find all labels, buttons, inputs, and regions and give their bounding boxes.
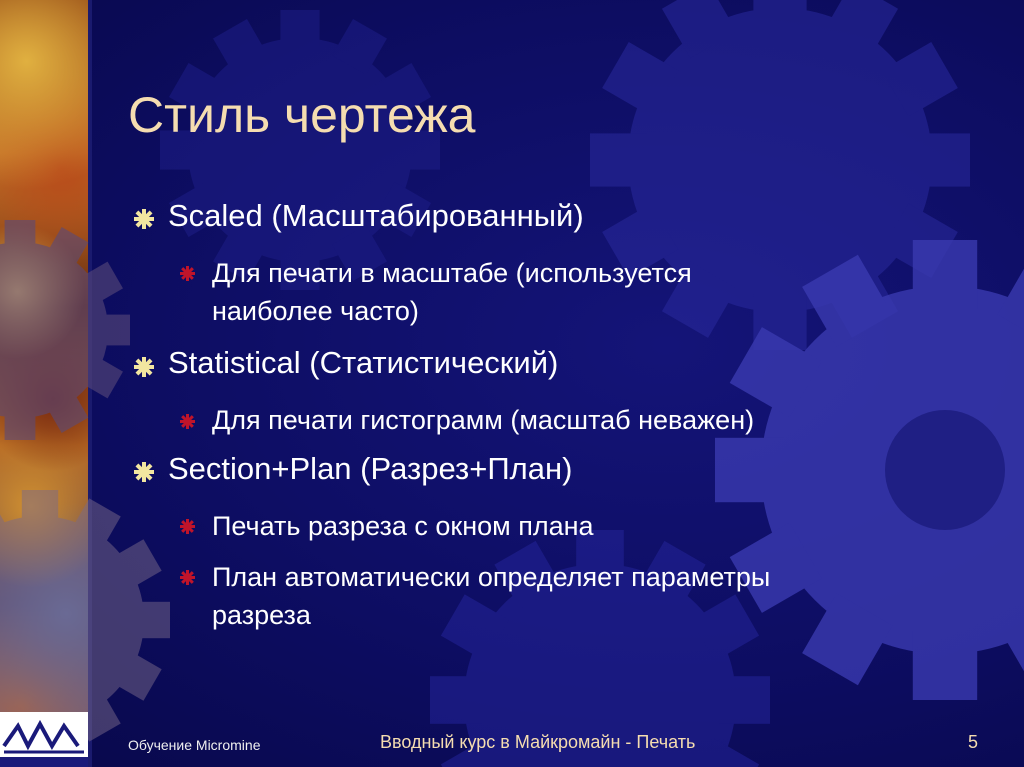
sub-bullet-statistical: Для печати гистограмм (масштаб неважен) bbox=[212, 405, 755, 435]
bullet-section-plan: Section+Plan (Разрез+План) bbox=[168, 451, 573, 486]
sub-bullet-plan-params-line2: разреза bbox=[212, 600, 311, 630]
red-starburst-bullet-icon bbox=[180, 519, 195, 534]
red-starburst-bullet-icon bbox=[180, 414, 195, 429]
page-number: 5 bbox=[968, 732, 979, 752]
micromine-logo bbox=[0, 712, 88, 767]
sub-bullet-plan-params-line1: План автоматически определяет параметры bbox=[212, 562, 771, 592]
bullet-statistical: Statistical (Статистический) bbox=[168, 345, 559, 380]
red-starburst-bullet-icon bbox=[180, 570, 195, 585]
red-starburst-bullet-icon bbox=[180, 266, 195, 281]
starburst-bullet-icon bbox=[134, 209, 154, 229]
starburst-bullet-icon bbox=[134, 357, 154, 377]
sub-bullet-section-window: Печать разреза с окном плана bbox=[212, 511, 594, 541]
sub-bullet-scaled-line1: Для печати в масштабе (используется bbox=[212, 258, 692, 288]
footer-center-text: Вводный курс в Майкромайн - Печать bbox=[380, 732, 696, 752]
slide-title: Стиль чертежа bbox=[128, 87, 476, 143]
bullet-scaled: Scaled (Масштабированный) bbox=[168, 198, 584, 233]
footer-left-text: Обучение Micromine bbox=[128, 737, 261, 753]
starburst-bullet-icon bbox=[134, 462, 154, 482]
sub-bullet-scaled-line2: наиболее часто) bbox=[212, 296, 419, 326]
